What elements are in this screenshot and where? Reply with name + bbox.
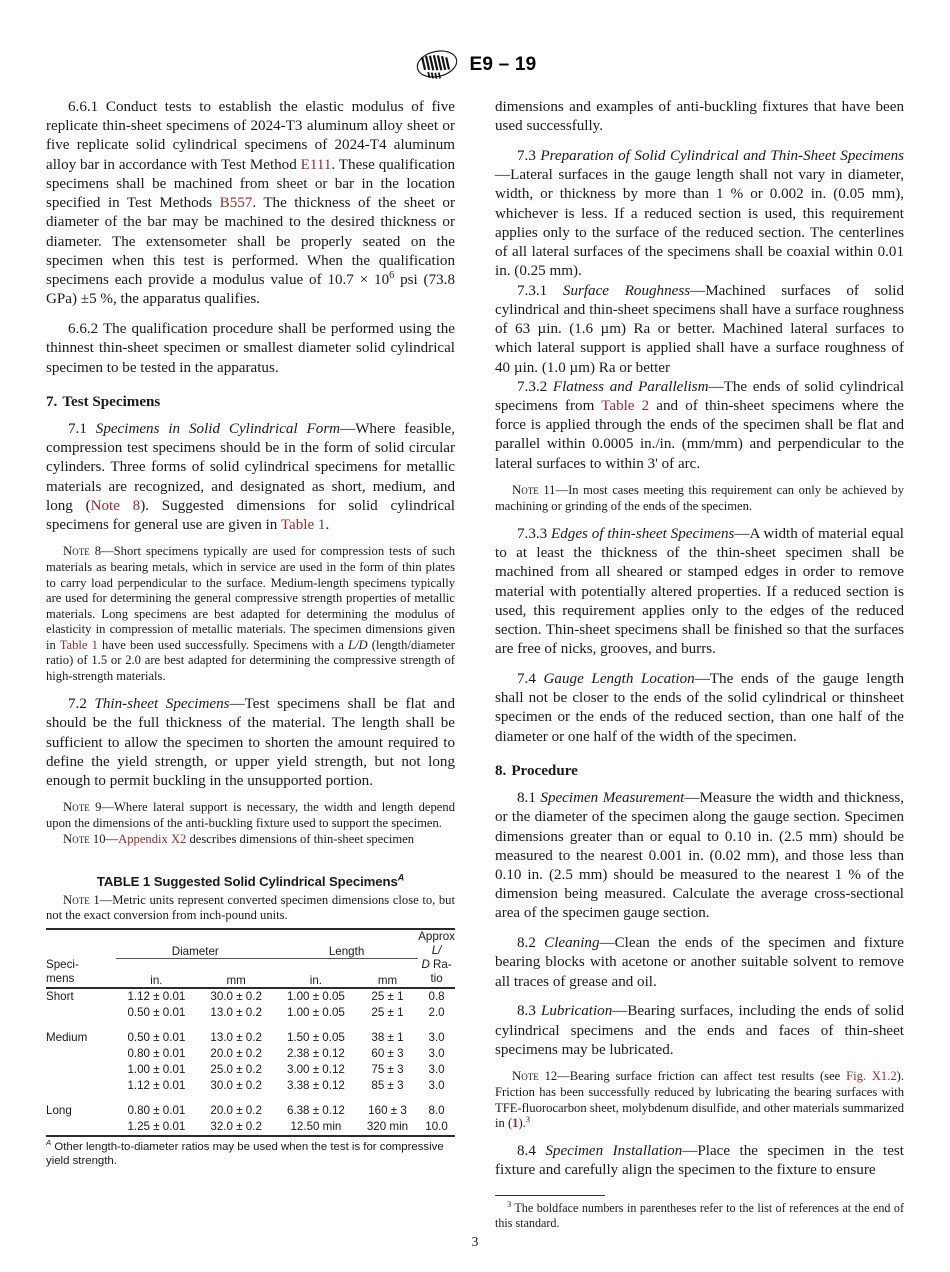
approx-line4: tio: [430, 972, 443, 986]
paragraph-7-3-1: [495, 282, 904, 378]
note-label: Note: [63, 544, 90, 559]
footnote-text: The boldface numbers in parentheses refer to the list of references at the end of this standard.: [495, 1200, 904, 1230]
left-column: [46, 98, 455, 1231]
exponent-6: 6: [389, 270, 395, 282]
note-number: 1—: [89, 892, 113, 907]
column-header-specimens: [46, 929, 116, 988]
link-appendix-x2[interactable]: Appendix X2: [118, 831, 187, 846]
cell-length-in: 12.50 min: [275, 1119, 357, 1136]
para-runin-title: Preparation of Solid Cylindrical and Thin-Sheet Specimens: [540, 147, 904, 164]
note-8: [46, 544, 455, 684]
para-number: 8.2: [517, 935, 545, 952]
note-text: ).: [518, 1116, 526, 1131]
note-text: Bearing surface friction can affect test results (see: [569, 1069, 847, 1084]
link-table-1[interactable]: Table 1: [59, 637, 98, 652]
paragraph-8-4: [495, 1142, 904, 1180]
cell-diameter-in: 0.50 ± 0.01: [127, 1006, 186, 1019]
cell-diameter-mm: 20.0 ± 0.2: [210, 1047, 262, 1060]
column-group-length: Length: [275, 929, 418, 958]
column-header-diameter-mm: mm: [226, 973, 246, 987]
paragraph-7-3-2: [495, 378, 904, 474]
para-runin-title: Lubrication: [540, 1003, 613, 1020]
link-e111[interactable]: E111: [300, 156, 332, 173]
cell-diameter-mm: 25.0 ± 0.2: [210, 1063, 262, 1076]
footnote-text: Other length-to-diameter ratios may be used when the test is for compressive yield strength.: [46, 1140, 444, 1167]
para-number: 8.3: [517, 1003, 541, 1020]
page-footnote-block: [495, 1195, 904, 1231]
table-title-footnote-marker: A: [397, 872, 405, 883]
cell-length-mm: 60 ± 3: [371, 1047, 404, 1060]
table-row: [46, 988, 455, 1005]
cell-diameter-in: 0.80 ± 0.01: [127, 1104, 186, 1117]
table-title: [46, 874, 455, 889]
note-text: describes dimensions of thin-sheet specimen: [186, 831, 415, 846]
note-label: Note: [63, 892, 90, 907]
footnote-marker: 3: [507, 1199, 512, 1209]
approx-line3-italic: D: [421, 958, 430, 972]
link-note-8[interactable]: Note 8: [90, 497, 141, 514]
note-label: Note: [63, 831, 90, 846]
cell-specimen-name: [46, 1078, 116, 1094]
para-text: psi (73.8 GPa) ±5 %, the apparatus qualifies.: [46, 272, 455, 308]
paragraph-6-6-1: [46, 98, 455, 310]
footnote-marker-3: 3: [525, 1113, 531, 1124]
paragraph-8-3: [495, 1002, 904, 1060]
note-text: Where lateral support is necessary, the width and length depend upon the dimensions of the anti-buckling fixture used to support the specimen.: [46, 800, 455, 831]
column-group-diameter: Diameter: [116, 929, 276, 958]
para-text: —Place the specimen in the test fixture and carefully align the specimen to the fixture to ensure: [495, 1143, 904, 1179]
note-text: ). Friction has been successfully reduced by lubricating the bearing surfaces with TFE-fluorocarbon sheet, molybdenum disulfide, and other materials summarized in (: [495, 1069, 904, 1131]
para-text: 6.6.1 Conduct tests to establish the elastic modulus of five replicate thin-sheet specimens of 2024-T3 aluminum alloy sheet or five replicate solid cylindrical specimens of 2024-T4 aluminum alloy bar in accordance with Test Method: [46, 99, 455, 173]
column-header-length-mm: mm: [377, 973, 398, 987]
column-header-approx-ld-ratio: [418, 929, 455, 988]
para-text: .: [325, 517, 330, 534]
para-number: 7.2: [68, 696, 95, 713]
para-runin-title: Specimen Installation: [545, 1143, 683, 1160]
table-row: [46, 1103, 455, 1119]
reference-number-1[interactable]: 1: [512, 1116, 519, 1131]
table-row: [46, 1062, 455, 1078]
table-group-header-row: [46, 929, 455, 958]
standard-designation: E9 – 19: [469, 54, 537, 75]
note-9: [46, 800, 455, 831]
para-number: 7.3.2: [517, 378, 553, 395]
note-text: have been used successfully. Specimens with a: [97, 637, 349, 652]
cell-diameter-in: 0.50 ± 0.01: [127, 1031, 186, 1044]
para-number: 8.1: [517, 790, 541, 807]
heading-8-procedure: [495, 762, 904, 780]
note-number: 10—: [89, 831, 119, 846]
astm-logo-icon: [414, 48, 460, 82]
note-text: Metric units represent converted specimen dimensions close to, but not the exact conversion from inch-pound units.: [46, 892, 455, 923]
para-text: ). Suggested dimensions for solid cylindrical specimens for general use are given in: [46, 497, 455, 534]
page-number: 3: [471, 1234, 479, 1249]
cell-length-mm: 75 ± 3: [371, 1063, 404, 1076]
para-text: —Lateral surfaces in the gauge length shall not vary in diameter, width, or thickness by more than 1 % or 0.002 in. (0.05 mm), whichever is less. If a reduced section is used, this requirement applies only to the surface of the reduced section. The centerlines of all lateral surfaces of the specimens shall be coaxial within 0.01 in. (0.25 mm).: [495, 167, 904, 280]
heading-number: 7.: [46, 393, 58, 410]
cell-diameter-in: 1.12 ± 0.01: [127, 1079, 186, 1092]
cell-length-in: 3.00 ± 0.12: [286, 1063, 345, 1076]
approx-line1: Approx: [418, 929, 455, 943]
cell-length-in: 1.00 ± 0.05: [286, 1006, 345, 1019]
cell-specimen-name: Short: [46, 988, 116, 1005]
column-header-length-in: in.: [309, 973, 323, 987]
para-runin-title: Gauge Length Location: [543, 671, 695, 688]
cell-length-in: 3.38 ± 0.12: [286, 1079, 345, 1092]
right-column: [495, 98, 904, 1231]
para-runin-title: Specimens in Solid Cylindrical Form: [95, 420, 341, 437]
note-label: Note: [63, 800, 90, 815]
table-row: [46, 1046, 455, 1062]
table-1-block: [46, 874, 455, 1169]
cell-ld-ratio: 0.8: [418, 988, 455, 1005]
para-runin-title: Cleaning: [544, 935, 600, 952]
table-1: [46, 928, 455, 1137]
para-text: . The thickness of the sheet or diameter of the bar may be machined to the desired thickness or diameter. The extensometer shall be properly seated on the specimen when this test is performed. When the qualification specimens each provide a modulus value of 10.7 × 10: [46, 195, 455, 289]
cell-diameter-mm: 30.0 ± 0.2: [210, 1079, 262, 1092]
note-number: 8—: [89, 544, 114, 559]
page-header: [0, 48, 950, 82]
cell-diameter-in: 1.25 ± 0.01: [116, 1119, 198, 1136]
paragraph-8-2: [495, 934, 904, 992]
cell-length-in: 2.38 ± 0.12: [286, 1047, 345, 1060]
para-text: . These qualification specimens shall be machined from sheet or bar in the location specified in Test Methods: [46, 156, 455, 212]
note-text: In most cases meeting this requirement can only be achieved by machining or grinding of the ends of the specimen.: [495, 482, 904, 513]
cell-length-mm: 160 ± 3: [368, 1104, 407, 1117]
cell-specimen-name: Medium: [46, 1031, 88, 1044]
cell-diameter-in: 1.12 ± 0.01: [116, 988, 198, 1005]
link-table-2[interactable]: Table 2: [601, 398, 650, 415]
para-number: 7.1: [68, 420, 96, 437]
table-title-text: TABLE 1 Suggested Solid Cylindrical Specimens: [96, 873, 398, 889]
paragraph-7-3-3: [495, 525, 904, 660]
para-runin-title: Specimen Measurement: [540, 790, 685, 807]
col-specimens-line1: Speci-: [46, 958, 79, 972]
cell-diameter-mm: 13.0 ± 0.2: [210, 1006, 262, 1019]
note-10: [46, 832, 455, 848]
paragraph-6-6-2: 6.6.2 The qualification procedure shall be performed using the thinnest thin-sheet specimen or smallest diameter solid cylindrical specimen to be tested in the apparatus.: [46, 321, 455, 376]
para-number: 8.4: [517, 1143, 546, 1160]
para-number: 7.4: [517, 671, 544, 688]
ld-ratio-symbol: L/D: [348, 637, 368, 652]
cell-diameter-mm: 20.0 ± 0.2: [210, 1104, 262, 1117]
para-number: 7.3: [517, 147, 541, 164]
table-footnote-a: [46, 1137, 455, 1169]
note-text: (length/diameter ratio) of 1.5 or 2.0 are best adapted for determining the compressive strength of high-strength materials.: [46, 637, 455, 683]
footnote-separator-rule: [495, 1195, 605, 1196]
note-text: Short specimens typically are used for compression tests of such materials as bearing metals, which in service are used in the form of thin plates to carry load perpendicular to the surface. Medium-length specimens typically are used for determining the general compressive strength properties of metallic materials. Long specimens are best adapted for determining the modulus of elasticity in compression of metallic materials. The specimen dimensions given in: [46, 544, 455, 652]
cell-diameter-mm: 32.0 ± 0.2: [197, 1119, 275, 1136]
paragraph-7-3: [495, 147, 904, 282]
cell-diameter-mm: 30.0 ± 0.2: [197, 988, 275, 1005]
cell-length-mm: 38 ± 1: [371, 1031, 404, 1044]
cell-diameter-mm: 13.0 ± 0.2: [210, 1031, 262, 1044]
cell-specimen-name: [46, 1119, 116, 1136]
cell-specimen-name: [46, 1046, 116, 1062]
para-text: —Clean the ends of the specimen and fixture bearing blocks with acetone or another suitable solvent to remove all traces of grease and oil.: [495, 935, 905, 990]
link-b557[interactable]: B557: [219, 195, 253, 212]
paragraph-continued: dimensions and examples of anti-buckling fixtures that have been used successfully.: [495, 99, 904, 135]
cell-length-mm: 85 ± 3: [371, 1079, 404, 1092]
cell-length-mm: 25 ± 1: [357, 988, 418, 1005]
heading-7-test-specimens: [46, 393, 455, 411]
table-row-spacer: [46, 1094, 455, 1103]
heading-title: Procedure: [511, 762, 578, 779]
para-number: 7.3.1: [517, 282, 563, 299]
approx-line3-rest: Ra-: [429, 958, 452, 972]
para-text: —The ends of solid cylindrical specimens from: [495, 378, 904, 415]
cell-specimen-name: [46, 1062, 116, 1078]
paragraph-7-1: [46, 420, 455, 535]
note-number: 12—: [538, 1069, 570, 1084]
paragraph-7-4: [495, 670, 904, 747]
cell-ld-ratio: 3.0: [428, 1031, 445, 1044]
table-row-spacer: [46, 1021, 455, 1030]
cell-ld-ratio: 3.0: [428, 1047, 445, 1060]
cell-ld-ratio: 3.0: [428, 1079, 445, 1092]
cell-diameter-in: 1.00 ± 0.01: [127, 1063, 186, 1076]
note-label: Note: [512, 1069, 539, 1084]
link-fig-x1-2[interactable]: Fig. X1.2: [846, 1069, 897, 1084]
approx-line2: L/: [431, 944, 442, 958]
table-row: [46, 1119, 455, 1136]
para-text: —A width of material equal to at least the thickness of the thin-sheet specimen shall be machined from all sheared or stamped edges in order to remove material with potentially altered properties. If a reduced section is used, this requirement applies only to the edges of the reduced section. Thin-sheet specimens shall be finished so that the surfaces are free of nicks, grooves, and burrs.: [495, 525, 904, 658]
footnote-marker: A: [46, 1137, 52, 1147]
cell-length-in: 1.00 ± 0.05: [275, 988, 357, 1005]
heading-number: 8.: [495, 762, 507, 779]
table-row: [46, 1078, 455, 1094]
note-11: [495, 483, 904, 514]
cell-diameter-in: 0.80 ± 0.01: [127, 1047, 186, 1060]
para-runin-title: Thin-sheet Specimens: [94, 696, 230, 713]
para-text: —Machined surfaces of solid cylindrical and thin-sheet specimens shall have a surface roughness of 63 µin. (1.6 µm) Ra or better. Machined lateral surfaces to which lateral support is applied shall have a surface roughness of 40 µin. (1.0 µm) Ra or better: [495, 282, 904, 376]
para-text: —Measure the width and thickness, or the diameter of the specimen along the gauge section. Specimen dimensions greater than or equal to 0.10 in. (2.5 mm) should be measured to the nearest 0.001 in. (0.02 mm), and those less than 0.10 in. (2.5 mm) should be measured to the nearest 1 % of the dimension being measured. Calculate the average cross-sectional area of the specimen gauge section.: [495, 790, 905, 922]
para-runin-title: Surface Roughness: [562, 282, 691, 299]
cell-ld-ratio: 2.0: [428, 1006, 445, 1019]
paragraph-7-2: [46, 695, 455, 791]
note-label: Note: [512, 482, 539, 497]
para-number: 7.3.3: [517, 525, 552, 542]
para-runin-title: Flatness and Parallelism: [552, 378, 709, 395]
cell-ld-ratio: 10.0: [418, 1119, 455, 1136]
table-note-1: [46, 893, 455, 924]
para-text: —Bearing surfaces, including the ends of solid cylindrical specimens and the ends and faces of thin-sheet specimens may be lubricated.: [495, 1003, 904, 1058]
para-text: —Test specimens shall be flat and should be the full thickness of the material. The length shall be sufficient to allow the specimen to shorten the amount required to define the yield strength, or upper yield strength, but not long enough to permit buckling in the unsupported portion.: [46, 696, 456, 789]
table-row: [46, 1030, 455, 1046]
link-table-1[interactable]: Table 1: [280, 517, 326, 534]
cell-ld-ratio: 8.0: [428, 1104, 445, 1117]
column-header-diameter-in: in.: [150, 973, 163, 987]
note-number: 9—: [89, 800, 115, 815]
para-text: —Where feasible, compression test specimens should be in the form of solid circular cylinders. Three forms of solid cylindrical specimens for metallic materials are recognized, and designated as short, medium, and long (: [46, 420, 455, 514]
cell-specimen-name: [46, 1005, 116, 1021]
cell-length-in: 6.38 ± 0.12: [286, 1104, 345, 1117]
page-footnote-3: [495, 1201, 904, 1231]
table-body: [46, 988, 455, 1136]
note-number: 11—: [538, 482, 569, 497]
cell-length-mm: 320 min: [357, 1119, 418, 1136]
cell-length-mm: 25 ± 1: [371, 1006, 404, 1019]
cell-length-in: 1.50 ± 0.05: [286, 1031, 345, 1044]
table-row: [46, 1005, 455, 1021]
cell-specimen-name: Long: [46, 1104, 72, 1117]
para-text: —The ends of the gauge length shall not be closer to the ends of the solid cylindrical or thinsheet specimen or the ends of the reduced section, than one half of the diameter or one half of the width of the specimen.: [495, 671, 905, 745]
para-runin-title: Edges of thin-sheet Specimens: [551, 525, 735, 542]
para-text: and of thin-sheet specimens where the force is applied through the ends of the specimen shall be flat and parallel within 0.0005 in./in. (mm/mm) and perpendicular to the lateral surfaces to within 3' of arc.: [495, 398, 905, 472]
table-head: [46, 929, 455, 988]
note-12: [495, 1069, 904, 1132]
col-specimens-line2: mens: [46, 972, 75, 986]
paragraph-8-1: [495, 789, 904, 924]
cell-ld-ratio: 3.0: [428, 1063, 445, 1076]
two-column-body: [46, 98, 904, 1231]
heading-title: Test Specimens: [62, 393, 161, 410]
